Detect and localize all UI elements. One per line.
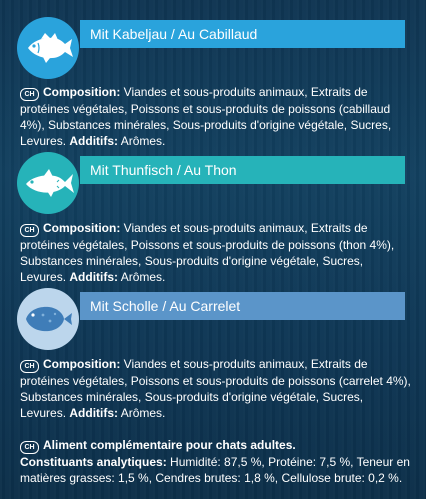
plaice-icon <box>17 288 79 350</box>
composition-paragraph-tuna <box>20 220 412 285</box>
composition-text: Viandes et sous-produits animaux, Extraits de protéines végétales, Poissons et sous-produits de poissons (thon 4%), Substances minérales, Sous-produits d'origine végétale, Sucres, Levures. <box>20 221 395 284</box>
ch-badge: CH <box>20 224 39 237</box>
section-banner-tuna: Mit Thunfisch / Au Thon <box>80 156 405 184</box>
cod-icon <box>17 17 79 79</box>
additives-label: Additifs: <box>69 270 119 284</box>
ch-badge: CH <box>20 441 39 454</box>
additives-label: Additifs: <box>69 406 119 420</box>
additives-text: Arômes. <box>118 270 166 284</box>
composition-text: Viandes et sous-produits animaux, Extraits de protéines végétales, Poissons et sous-produits de poissons (cabillaud 4%), Substances minérales, Sous-produits d'origine végétale, Sucres, Levures. <box>20 85 392 148</box>
tuna-icon <box>17 152 79 214</box>
composition-label: Composition: <box>43 357 121 371</box>
additives-text: Arômes. <box>118 134 166 148</box>
footer-analytical <box>20 437 412 486</box>
ch-badge: CH <box>20 88 39 101</box>
composition-label: Composition: <box>43 85 121 99</box>
composition-paragraph-plaice <box>20 356 412 421</box>
constituents-text: Humidité: 87,5 %, Protéine: 7,5 %, Teneur en matières grasses: 1,5 %, Cendres brutes: 1,8 %, Cellulose brute: 0,2 %. <box>20 455 410 485</box>
section-banner-plaice: Mit Scholle / Au Carrelet <box>80 292 405 320</box>
constituents-label: Constituants analytiques: <box>20 455 167 469</box>
additives-label: Additifs: <box>69 134 119 148</box>
composition-text: Viandes et sous-produits animaux, Extraits de protéines végétales, Poissons et sous-produits de poissons (carrelet 4%), Substances minérales, Sous-produits d'origine végétale, Sucres, Levures. <box>20 357 411 420</box>
composition-label: Composition: <box>43 221 121 235</box>
composition-paragraph-cod <box>20 84 412 149</box>
additives-text: Arômes. <box>118 406 166 420</box>
ch-badge: CH <box>20 360 39 373</box>
section-banner-cod: Mit Kabeljau / Au Cabillaud <box>80 20 405 48</box>
complementary-food-note: Aliment complémentaire pour chats adultes. <box>43 438 296 452</box>
